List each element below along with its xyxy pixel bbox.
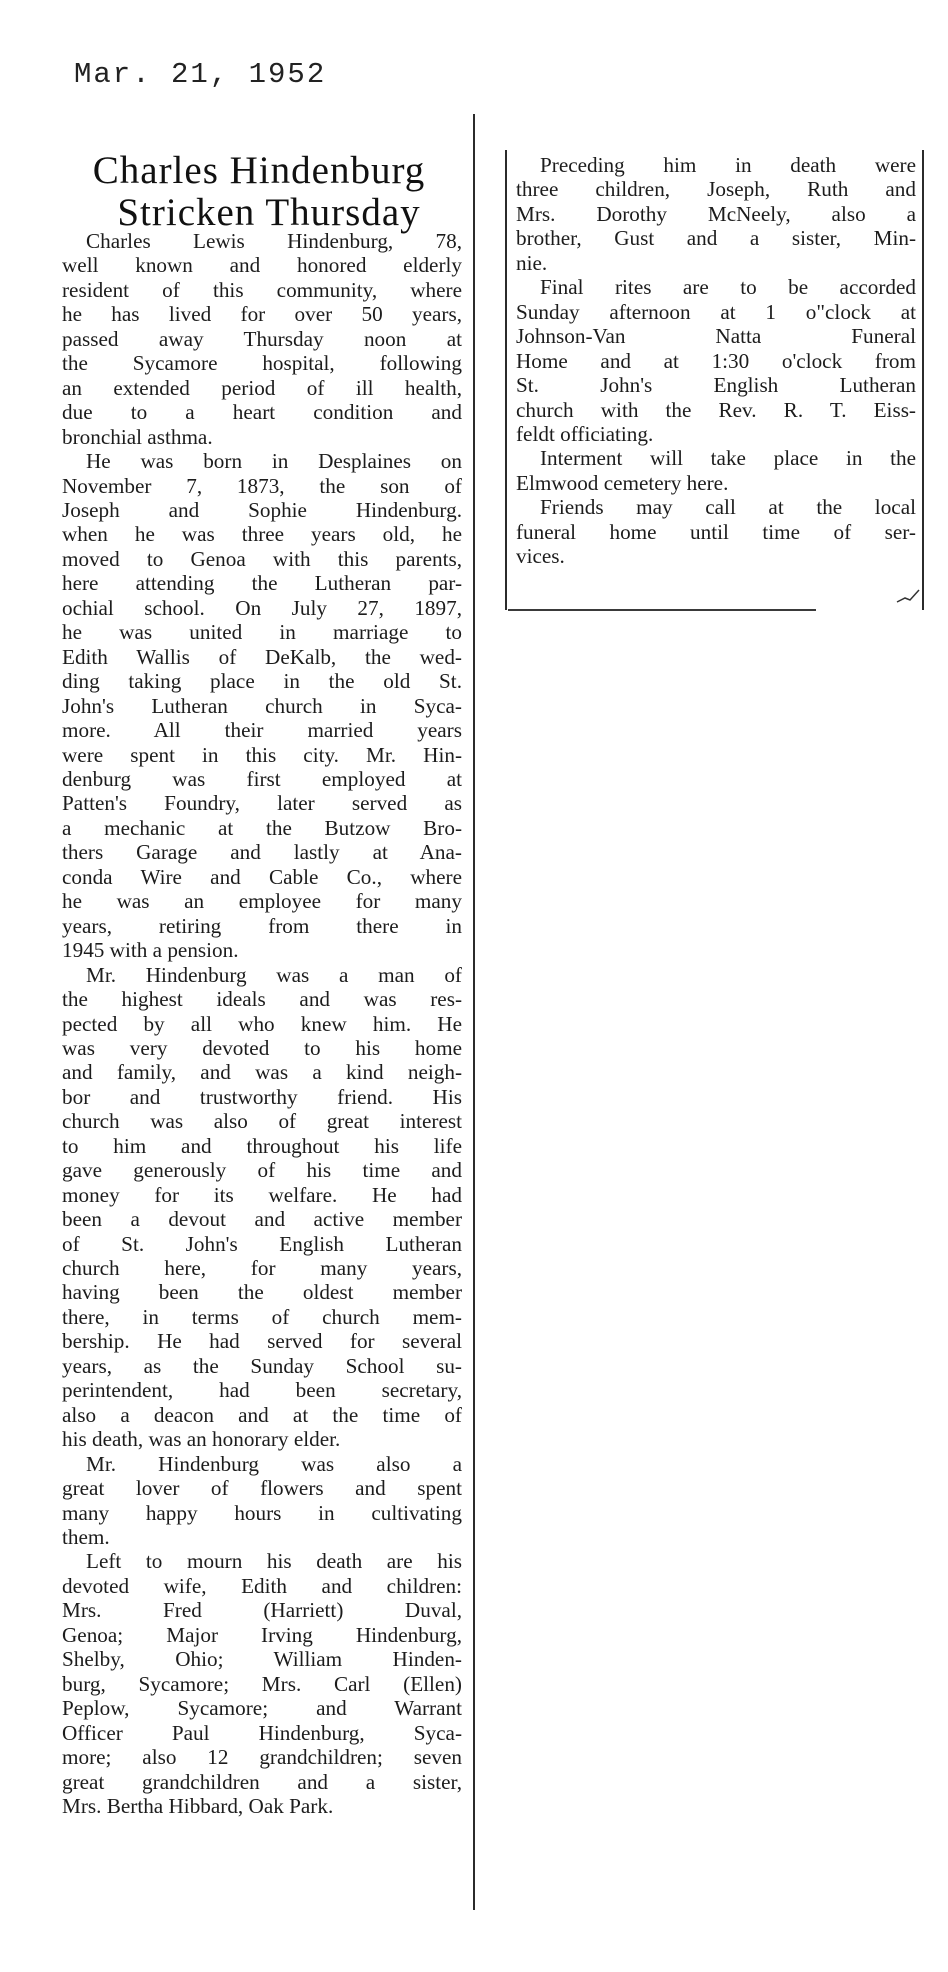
paragraph bbox=[62, 1549, 462, 1818]
paragraph bbox=[516, 153, 916, 275]
paragraph bbox=[516, 495, 916, 568]
text-line: Mrs. Dorothy McNeely, also a bbox=[516, 201, 916, 226]
right-column-left-rule bbox=[505, 150, 507, 610]
text-line: feldt officiating. bbox=[516, 421, 654, 446]
text-line: well known and honored elderly bbox=[62, 253, 462, 278]
text-line: a mechanic at the Butzow Bro- bbox=[62, 815, 462, 840]
text-line: of St. John's English Lutheran bbox=[62, 1231, 462, 1256]
text-line: church here, for many years, bbox=[62, 1256, 462, 1281]
text-line: due to a heart condition and bbox=[62, 400, 462, 425]
text-line: St. John's English Lutheran bbox=[516, 373, 916, 398]
text-line: pected by all who knew him. He bbox=[62, 1011, 462, 1036]
text-line: ochial school. On July 27, 1897, bbox=[62, 595, 462, 620]
text-line: Sunday afternoon at 1 o"clock at bbox=[516, 299, 916, 324]
text-line: thers Garage and lastly at Ana- bbox=[62, 840, 462, 865]
text-line: Charles Lewis Hindenburg, 78, bbox=[86, 229, 462, 253]
text-line: passed away Thursday noon at bbox=[62, 326, 462, 351]
text-line: Shelby, Ohio; William Hinden- bbox=[62, 1647, 462, 1672]
text-line: were spent in this city. Mr. Hin- bbox=[62, 742, 462, 767]
text-line: Johnson-Van Natta Funeral bbox=[516, 324, 916, 349]
text-line: an extended period of ill health, bbox=[62, 375, 462, 400]
paragraph bbox=[62, 963, 462, 1452]
text-line: Officer Paul Hindenburg, Syca- bbox=[62, 1720, 462, 1745]
text-line: brother, Gust and a sister, Min- bbox=[516, 226, 916, 251]
text-line: church was also of great interest bbox=[62, 1109, 462, 1134]
text-line: Left to mourn his death are his bbox=[86, 1549, 462, 1574]
text-line: he was an employee for many bbox=[62, 889, 462, 914]
text-line: burg, Sycamore; Mrs. Carl (Ellen) bbox=[62, 1671, 462, 1696]
headline-line-1: Charles Hindenburg bbox=[92, 149, 426, 192]
text-line: years, as the Sunday School su- bbox=[62, 1353, 462, 1378]
text-line: more; also 12 grandchildren; seven bbox=[62, 1745, 462, 1770]
obituary-left-column bbox=[62, 229, 462, 1818]
text-line: Mr. Hindenburg was also a bbox=[86, 1451, 462, 1476]
text-line: Home and at 1:30 o'clock from bbox=[516, 348, 916, 373]
paragraph bbox=[62, 229, 462, 449]
text-line: Final rites are to be accorded bbox=[540, 275, 916, 300]
paragraph bbox=[516, 275, 916, 446]
text-line: nie. bbox=[516, 250, 548, 275]
text-line: conda Wire and Cable Co., where bbox=[62, 864, 462, 889]
headline-line-2: Stricken Thursday bbox=[117, 191, 421, 234]
text-line: perintendent, had been secretary, bbox=[62, 1378, 462, 1403]
clipping-date: Mar. 21, 1952 bbox=[74, 58, 327, 91]
text-line: his death, was an honorary elder. bbox=[62, 1427, 341, 1452]
text-line: John's Lutheran church in Syca- bbox=[62, 693, 462, 718]
text-line: three children, Joseph, Ruth and bbox=[516, 177, 916, 202]
paragraph bbox=[62, 449, 462, 963]
text-line: been a devout and active member bbox=[62, 1207, 462, 1232]
paragraph bbox=[516, 446, 916, 495]
text-line: Mr. Hindenburg was a man of bbox=[86, 962, 462, 987]
text-line: he has lived for over 50 years, bbox=[62, 302, 462, 327]
text-line: more. All their married years bbox=[62, 718, 462, 743]
text-line: Interment will take place in the bbox=[540, 446, 916, 471]
text-line: devoted wife, Edith and children: bbox=[62, 1573, 462, 1598]
text-line: here attending the Lutheran par- bbox=[62, 571, 462, 596]
text-line: 1945 with a pension. bbox=[62, 938, 239, 963]
text-line: was very devoted to his home bbox=[62, 1035, 462, 1060]
text-line: bership. He had served for several bbox=[62, 1329, 462, 1354]
text-line: ding taking place in the old St. bbox=[62, 669, 462, 694]
text-line: Edith Wallis of DeKalb, the wed- bbox=[62, 644, 462, 669]
article-end-rule bbox=[508, 609, 816, 611]
text-line: November 7, 1873, the son of bbox=[62, 473, 462, 498]
text-line: funeral home until time of ser- bbox=[516, 519, 916, 544]
pencil-mark-icon bbox=[896, 588, 920, 604]
text-line: to him and throughout his life bbox=[62, 1133, 462, 1158]
text-line: Mrs. Fred (Harriett) Duval, bbox=[62, 1598, 462, 1623]
text-line: Friends may call at the local bbox=[540, 495, 916, 520]
paragraph bbox=[62, 1452, 462, 1550]
text-line: Peplow, Sycamore; and Warrant bbox=[62, 1696, 462, 1721]
text-line: them. bbox=[62, 1525, 110, 1550]
text-line: there, in terms of church mem- bbox=[62, 1304, 462, 1329]
text-line: resident of this community, where bbox=[62, 277, 462, 302]
text-line: money for its welfare. He had bbox=[62, 1182, 462, 1207]
text-line: Patten's Foundry, later served as bbox=[62, 791, 462, 816]
text-line: vices. bbox=[516, 544, 565, 569]
text-line: Mrs. Bertha Hibbard, Oak Park. bbox=[62, 1794, 334, 1818]
text-line: church with the Rev. R. T. Eiss- bbox=[516, 397, 916, 422]
text-line: and family, and was a kind neigh- bbox=[62, 1060, 462, 1085]
text-line: He was born in Desplaines on bbox=[86, 449, 462, 474]
right-column-right-rule bbox=[922, 150, 924, 610]
obituary-right-column bbox=[516, 153, 916, 569]
text-line: gave generously of his time and bbox=[62, 1158, 462, 1183]
text-line: bronchial asthma. bbox=[62, 424, 213, 449]
column-divider bbox=[473, 114, 475, 1910]
text-line: also a deacon and at the time of bbox=[62, 1402, 462, 1427]
text-line: when he was three years old, he bbox=[62, 522, 462, 547]
text-line: great grandchildren and a sister, bbox=[62, 1769, 462, 1794]
text-line: the highest ideals and was res- bbox=[62, 987, 462, 1012]
text-line: bor and trustworthy friend. His bbox=[62, 1084, 462, 1109]
text-line: Preceding him in death were bbox=[540, 153, 916, 177]
text-line: Genoa; Major Irving Hindenburg, bbox=[62, 1622, 462, 1647]
text-line: Elmwood cemetery here. bbox=[516, 470, 729, 495]
text-line: great lover of flowers and spent bbox=[62, 1476, 462, 1501]
text-line: Joseph and Sophie Hindenburg. bbox=[62, 497, 462, 522]
text-line: having been the oldest member bbox=[62, 1280, 462, 1305]
text-line: he was united in marriage to bbox=[62, 620, 462, 645]
text-line: the Sycamore hospital, following bbox=[62, 351, 462, 376]
text-line: denburg was first employed at bbox=[62, 766, 462, 791]
text-line: many happy hours in cultivating bbox=[62, 1500, 462, 1525]
text-line: years, retiring from there in bbox=[62, 913, 462, 938]
text-line: moved to Genoa with this parents, bbox=[62, 546, 462, 571]
